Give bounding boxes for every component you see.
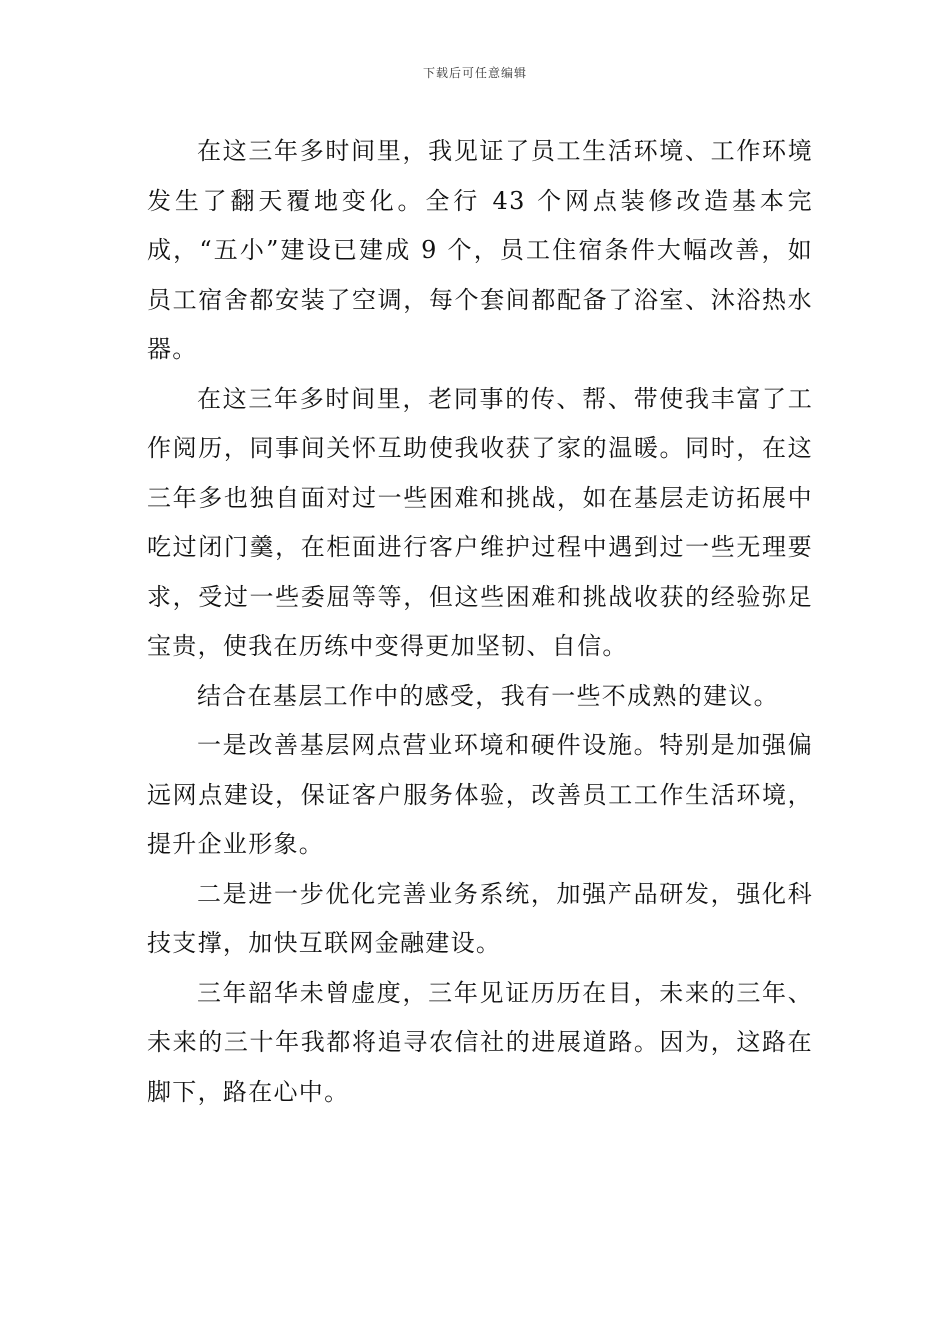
paragraph-6: 三年韶华未曾虚度，三年见证历历在目，未来的三年、未来的三十年我都将追寻农信社的进展道路。因为，这路在脚下，路在心中。 [147,978,813,1106]
paragraph-4: 一是改善基层网点营业环境和硬件设施。特别是加强偏远网点建设，保证客户服务体验，改善员工工作生活环境，提升企业形象。 [147,731,813,858]
paragraph-3: 结合在基层工作中的感受，我有一些不成熟的建议。 [197,681,779,710]
paragraph-2: 在这三年多时间里，老同事的传、帮、带使我丰富了工作阅历，同事间关怀互助使我收获了家的温暖。同时，在这三年多也独自面对过一些困难和挑战，如在基层走访拓展中吃过闭门羹，在柜面进行客户维护过程中遇到过一些无理要求，受过一些委屈等等，但这些困难和挑战收获的经验弥足宝贵，使我在历练中变得更加坚韧、自信。 [147,384,813,660]
paragraph-1: 在这三年多时间里，我见证了员工生活环境、工作环境发生了翻天覆地变化。全行 43 个网点装修改造基本完成，“五小”建设已建成 9 个，员工住宿条件大幅改善，如员工宿舍都安装了空调，每个套间都配备了浴室、沐浴热水器。 [147,137,813,363]
paragraph-5: 二是进一步优化完善业务系统，加强产品研发，强化科技支撑，加快互联网金融建设。 [147,879,813,957]
document-body [147,127,813,1117]
page-header-note: 下载后可任意编辑 [422,66,527,80]
